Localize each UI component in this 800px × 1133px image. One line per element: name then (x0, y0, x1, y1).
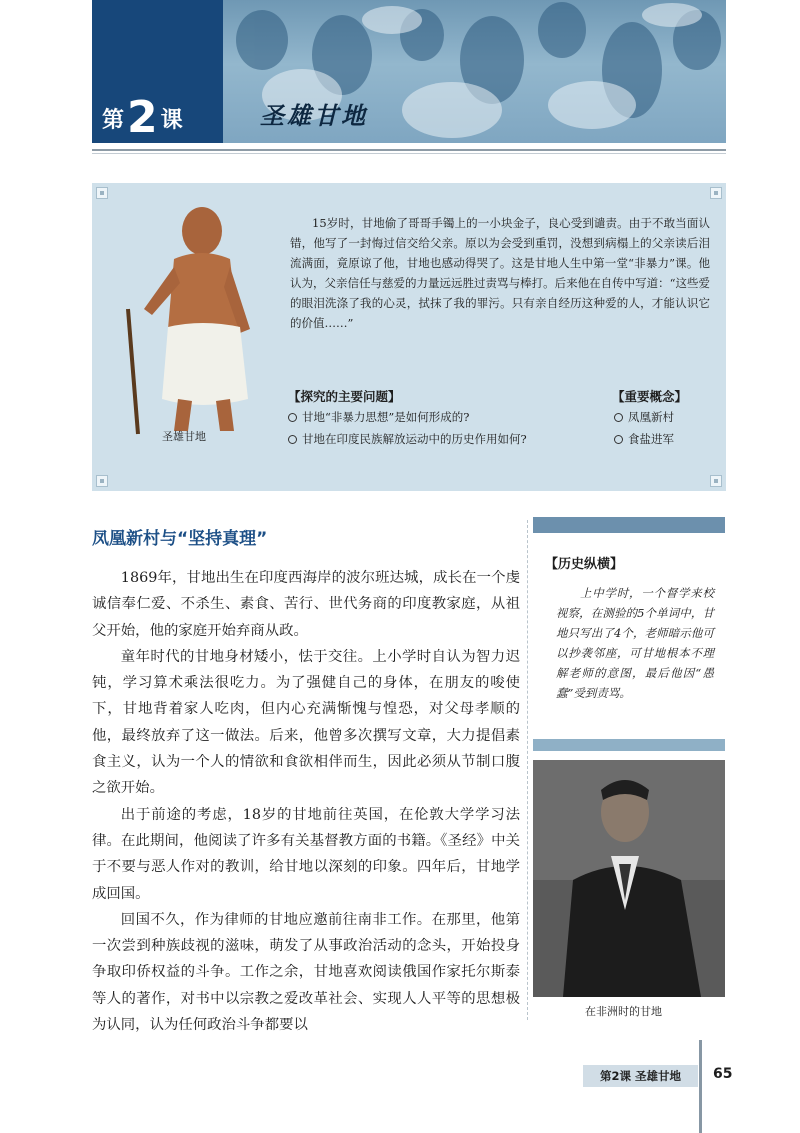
lesson-suffix: 课 (160, 108, 183, 133)
sidebar-text: 上中学时，一个督学来校视察，在测验的5个单词中，甘地只写出了4个，老师暗示他可以抄袭邻座，可甘地根本不理解老师的意图，最后他因“愚蠢”受到责骂。 (556, 586, 714, 700)
lesson-label (102, 92, 222, 143)
page-number: 65 (713, 1066, 733, 1082)
footer-divider (699, 1040, 702, 1133)
question-item: 甘地“非暴力思想”是如何形成的? (288, 409, 469, 425)
gandhi-portrait-illustration (116, 199, 266, 439)
running-head: 第2课 圣雄甘地 (583, 1065, 698, 1087)
column-divider (527, 520, 528, 1020)
paragraph: 童年时代的甘地身材矮小，怯于交往。上小学时自认为智力迟钝，学习算术乘法很吃力。为了强健自己的身体，在朋友的唆使下，甘地背着家人吃肉，但内心充满惭愧与惶恐，对父母孝顺的他，最终放弃了这一做法。后来，他曾多次撰写文章，大力提倡素食主义，认为一个人的情欲和食欲相伴而生，因此必须从节制口腹之欲开始。 (92, 648, 520, 797)
lesson-title: 圣雄甘地 (260, 101, 368, 130)
lesson-prefix: 第 (102, 108, 125, 133)
bullet-circle-icon (614, 413, 623, 422)
gandhi-africa-photo (533, 760, 725, 997)
concepts-heading: 【重要概念】 (612, 389, 688, 404)
concept-item: 食盐进军 (614, 431, 674, 447)
corner-ornament (710, 187, 722, 199)
header-rule (92, 149, 726, 151)
intro-story: 15岁时，甘地偷了哥哥手镯上的一小块金子，良心受到谴责。由于不敢当面认错，他写了一封悔过信交给父亲。原以为会受到重罚，没想到病榻上的父亲读后泪流满面，竟原谅了他，甘地也感动得哭了。这是甘地人生中第一堂“非暴力”课。他认为，父亲信任与慈爱的力量远远胜过责骂与棒打。后来他在自传中写道：“这些爱的眼泪洗涤了我的心灵，拭抹了我的罪污。只有亲自经历这种爱的人，才能认识它的价值……” (290, 216, 710, 330)
lesson-number: 2 (127, 92, 158, 143)
intro-box (92, 183, 726, 491)
bullet-circle-icon (288, 435, 297, 444)
questions-heading: 【探究的主要问题】 (288, 389, 401, 404)
question-item: 甘地在印度民族解放运动中的历史作用如何? (288, 431, 527, 447)
lesson-number-block (92, 0, 223, 143)
bullet-circle-icon (614, 435, 623, 444)
gandhi-suit-illustration (533, 760, 725, 997)
corner-ornament (710, 475, 722, 487)
paragraph: 出于前途的考虑，18岁的甘地前往英国，在伦敦大学学习法律。在此期间，他阅读了许多有关基督教方面的书籍。《圣经》中关于不要与恶人作对的教训，给甘地以深刻的印象。四年后，甘地学成回国。 (92, 806, 520, 902)
main-body (92, 565, 520, 1038)
header-rule-thin (92, 153, 726, 154)
corner-ornament (96, 187, 108, 199)
sidebar-heading: 【历史纵横】 (545, 557, 624, 572)
bullet-circle-icon (288, 413, 297, 422)
concept-item: 凤凰新村 (614, 409, 674, 425)
paragraph: 回国不久，作为律师的甘地应邀前往南非工作。在那里，他第一次尝到种族歧视的滋味，萌发了从事政治活动的念头，开始投身争取印侨权益的斗争。工作之余，甘地喜欢阅读俄国作家托尔斯泰等人的著作，对书中以宗教之爱改革社会、实现人人平等的思想极为认同，认为任何政治斗争都要以 (92, 911, 520, 1034)
photo-caption: 在非洲时的甘地 (585, 1005, 662, 1018)
section-title: 凤凰新村与“坚持真理” (92, 529, 268, 549)
paragraph: 1869年，甘地出生在印度西海岸的波尔班达城，成长在一个虔诚信奉仁爱、不杀生、素食、苦行、世代务商的印度教家庭，从祖父开始，他的家庭开始弃商从政。 (92, 570, 520, 639)
corner-ornament (96, 475, 108, 487)
portrait-caption: 圣雄甘地 (162, 430, 206, 443)
